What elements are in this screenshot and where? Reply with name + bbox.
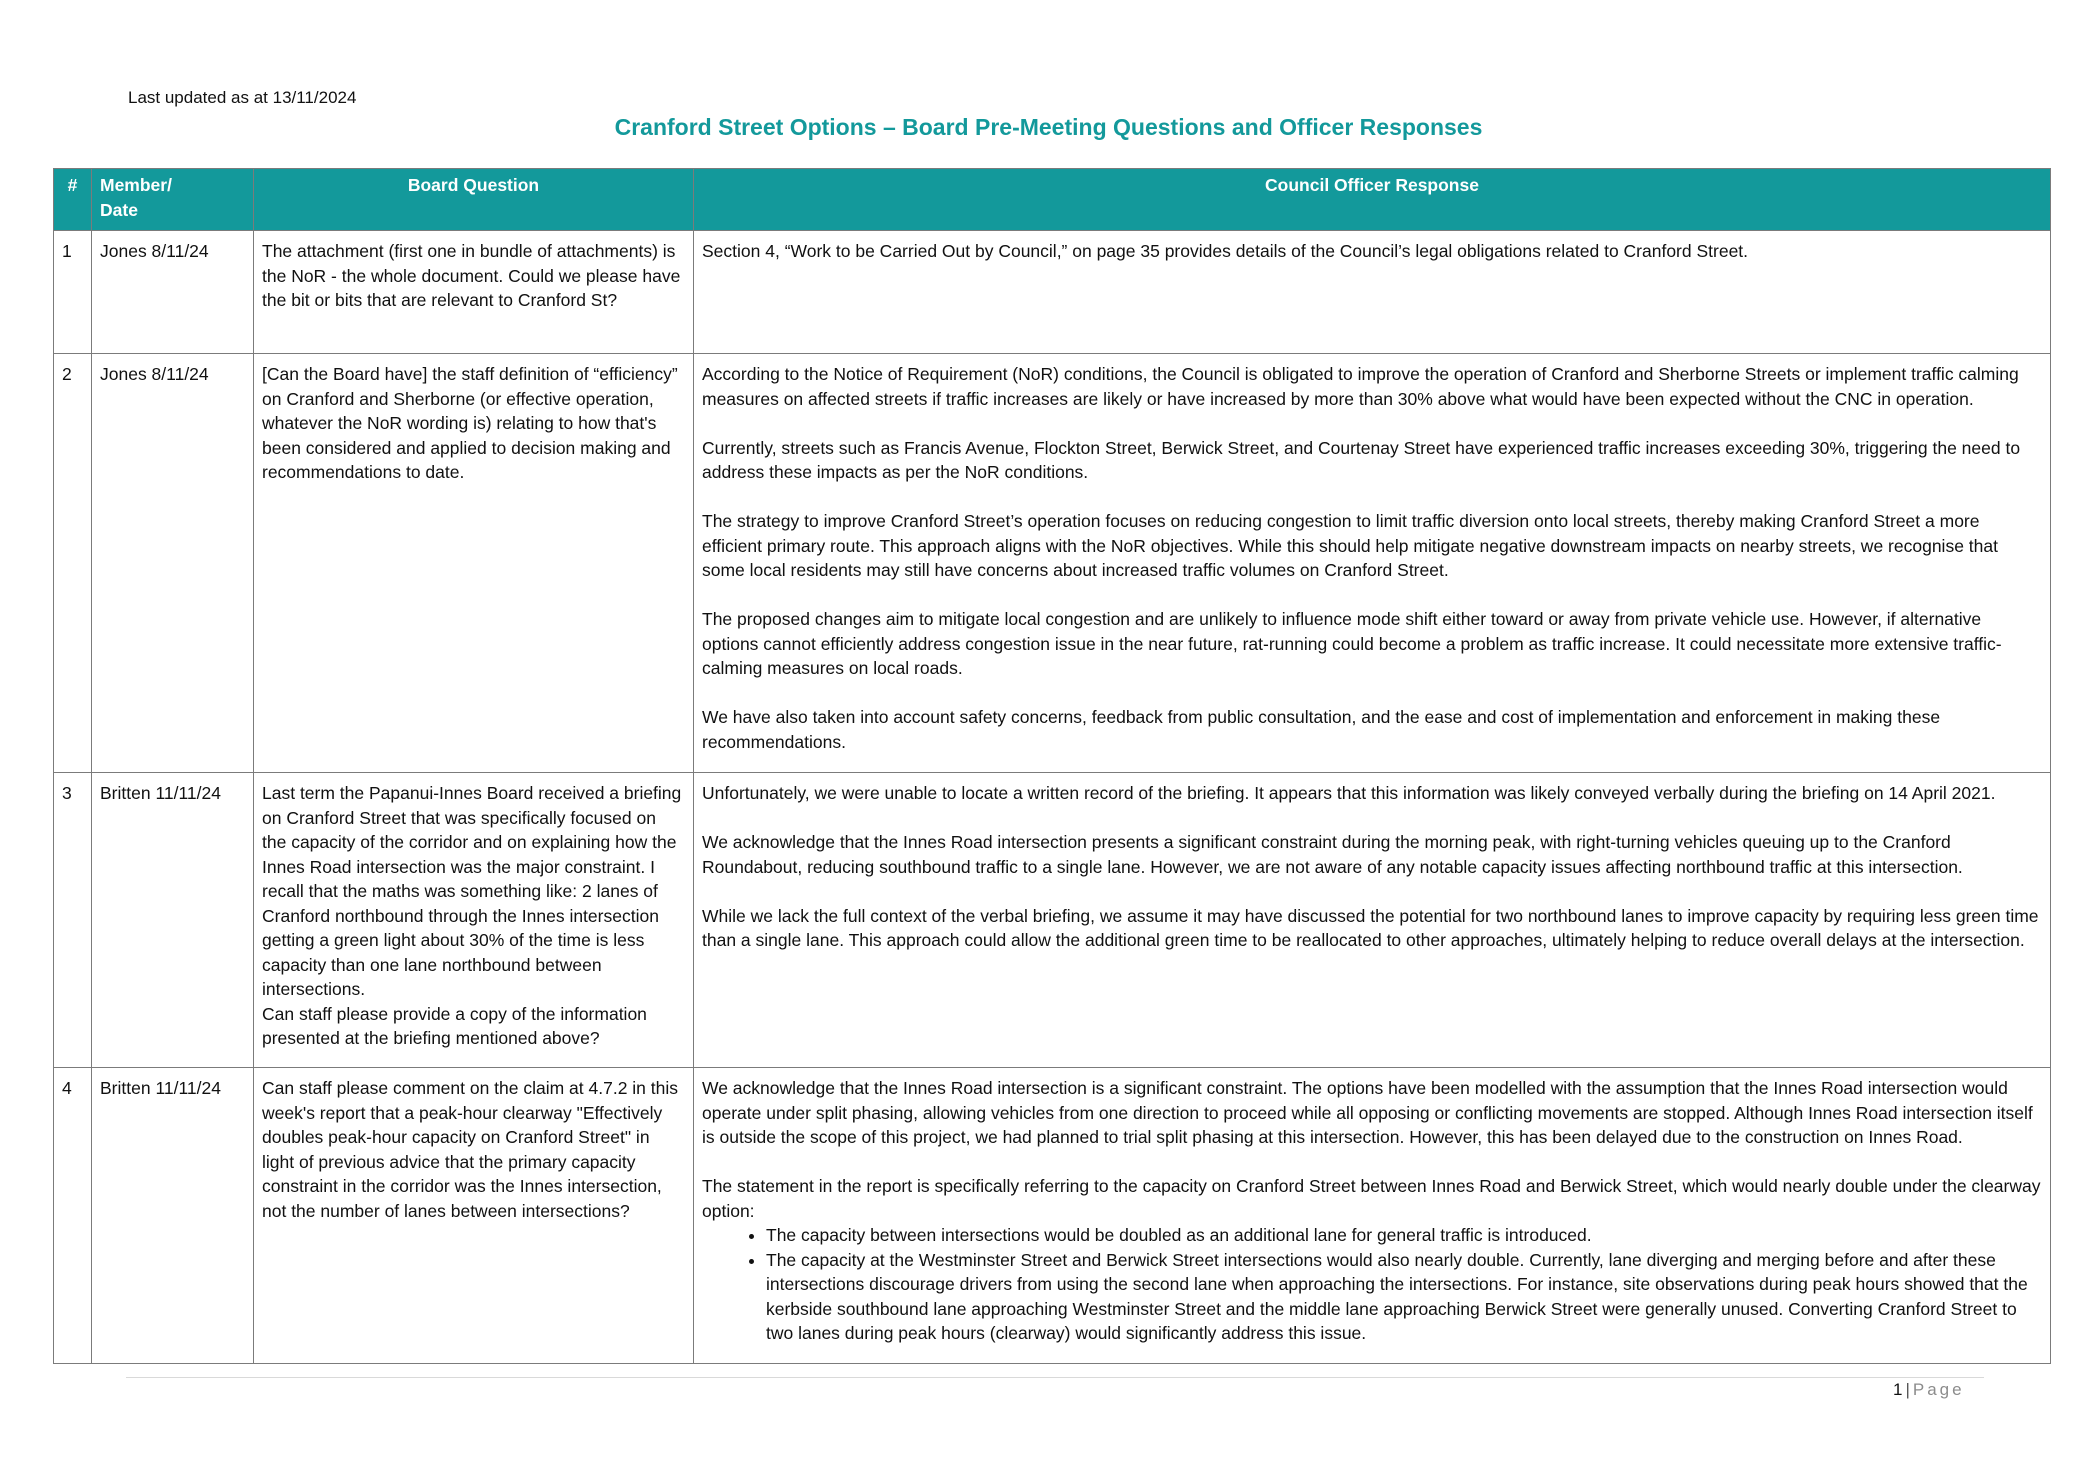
officer-response (694, 773, 2051, 1068)
row-number: 3 (54, 773, 92, 1068)
question-text: Can staff please provide a copy of the information presented at the briefing mentioned above? (262, 1003, 647, 1048)
officer-response (694, 1068, 2051, 1364)
member-date: Britten 11/11/24 (92, 773, 254, 1068)
question-text: [Can the Board have] the staff definition of “efficiency” on Cranford and Sherborne (or effective operation, whatever the NoR wording is) relating to how that's been considered and applied to decision making and recommendations to date. (262, 364, 678, 482)
page-number-value: 1 (1893, 1380, 1903, 1399)
response-paragraph: Unfortunately, we were unable to locate a written record of the briefing. It appears that this information was likely conveyed verbally during the briefing on 14 April 2021. (702, 783, 1996, 803)
page-number (1893, 1380, 1965, 1400)
page-label: Page (1912, 1380, 1965, 1399)
response-paragraph: The strategy to improve Cranford Street’s operation focuses on reducing congestion to limit traffic diversion onto local streets, thereby making Cranford Street a more efficient primary route. This approach aligns with the NoR objectives. While this should help mitigate negative downstream impacts on nearby streets, we recognise that some local residents may still have concerns about increased traffic volumes on Cranford Street. (702, 511, 1998, 580)
row-number: 2 (54, 354, 92, 773)
page-separator: | (1905, 1380, 1910, 1399)
board-question (254, 1068, 694, 1364)
last-updated: Last updated as at 13/11/2024 (128, 88, 357, 107)
member-date: Jones 8/11/24 (92, 354, 254, 773)
response-paragraph: According to the Notice of Requirement (NoR) conditions, the Council is obligated to improve the operation of Cranford and Sherborne Streets or implement traffic calming measures on affected streets if traffic increases are likely or have increased by more than 30% above what would have been expected without the CNC in operation. (702, 364, 2019, 409)
response-paragraph: Currently, streets such as Francis Avenue, Flockton Street, Berwick Street, and Courtenay Street have experienced traffic increases exceeding 30%, triggering the need to address these impacts as per the NoR conditions. (702, 437, 2021, 482)
table-row (54, 354, 2051, 773)
col-header-member (92, 169, 254, 231)
col-header-question: Board Question (254, 169, 694, 231)
row-number: 1 (54, 231, 92, 354)
member-date: Britten 11/11/24 (92, 1068, 254, 1364)
question-text: The attachment (first one in bundle of attachments) is the NoR - the whole document. Could we please have the bit or bits that are relevant to Cranford St? (262, 241, 681, 310)
col-header-member-line2: Date (100, 199, 138, 220)
questions-table (53, 168, 2051, 1364)
board-question (254, 231, 694, 354)
response-paragraph: We have also taken into account safety concerns, feedback from public consultation, and the ease and cost of implementation and enforcement in making these recommendations. (702, 707, 1941, 752)
row-number: 4 (54, 1068, 92, 1364)
table-row (54, 773, 2051, 1068)
col-header-response: Council Officer Response (694, 169, 2051, 231)
table-header-row (54, 169, 2051, 231)
list-item: • The capacity between intersections would be doubled as an additional lane for general traffic is introduced. (766, 1223, 2042, 1248)
response-paragraph: We acknowledge that the Innes Road intersection is a significant constraint. The options have been modelled with the assumption that the Innes Road intersection would operate under split phasing, allowing vehicles from one direction to proceed while all opposing or conflicting movements are stopped. Although Innes Road intersection itself is outside the scope of this project, we had planned to trial split phasing at this intersection. However, this has been delayed due to the construction on Innes Road. (702, 1078, 2033, 1147)
board-question (254, 773, 694, 1068)
question-text: Can staff please comment on the claim at 4.7.2 in this week's report that a peak-hour clearway "Effectively doubles peak-hour capacity on Cranford Street" in light of previous advice that the primary capacity constraint in the corridor was the Innes intersection, not the number of lanes between intersections? (262, 1078, 679, 1221)
response-bullet-list (702, 1223, 2042, 1346)
col-header-num: # (54, 169, 92, 231)
document-title: Cranford Street Options – Board Pre-Meeting Questions and Officer Responses (614, 114, 1483, 140)
response-paragraph: While we lack the full context of the verbal briefing, we assume it may have discussed the potential for two northbound lanes to improve capacity by requiring less green time than a single lane. This approach could allow the additional green time to be reallocated to other approaches, ultimately helping to reduce overall delays at the intersection. (702, 905, 2039, 950)
col-header-member-line1: Member/ (100, 175, 172, 195)
response-paragraph: Section 4, “Work to be Carried Out by Council,” on page 35 provides details of the Council’s legal obligations related to Cranford Street. (702, 241, 1749, 261)
officer-response (694, 354, 2051, 773)
response-paragraph: The proposed changes aim to mitigate local congestion and are unlikely to influence mode shift either toward or away from private vehicle use. However, if alternative options cannot efficiently address congestion issue in the near future, rat-running could become a problem as traffic increase. It could necessitate more extensive traffic-calming measures on local roads. (702, 609, 2002, 678)
response-paragraph: The statement in the report is specifically referring to the capacity on Cranford Street between Innes Road and Berwick Street, which would nearly double under the clearway option: (702, 1176, 2041, 1221)
table-row (54, 1068, 2051, 1364)
member-date: Jones 8/11/24 (92, 231, 254, 354)
officer-response (694, 231, 2051, 354)
response-paragraph: We acknowledge that the Innes Road intersection presents a significant constraint during the morning peak, with right-turning vehicles queuing up to the Cranford Roundabout, reducing southbound traffic to a single lane. However, we are not aware of any notable capacity issues affecting northbound traffic at this intersection. (702, 832, 1963, 877)
board-question (254, 354, 694, 773)
question-text: Last term the Papanui-Innes Board received a briefing on Cranford Street that was specifically focused on the capacity of the corridor and on explaining how the Innes Road intersection was the major constraint. I recall that the maths was something like: 2 lanes of Cranford northbound through the Innes intersection getting a green light about 30% of the time is less capacity than one lane northbound between intersections. (262, 783, 682, 999)
list-item: • The capacity at the Westminster Street and Berwick Street intersections would also nearly double. Currently, lane diverging and merging before and after these intersections discourage drivers from using the second lane when approaching the intersections. For instance, site observations during peak hours showed that the kerbside southbound lane approaching Westminster Street and the middle lane approaching Berwick Street were generally unused. Converting Cranford Street to two lanes during peak hours (clearway) would significantly address this issue. (766, 1248, 2042, 1346)
footer-divider (126, 1377, 1984, 1378)
table-row (54, 231, 2051, 354)
